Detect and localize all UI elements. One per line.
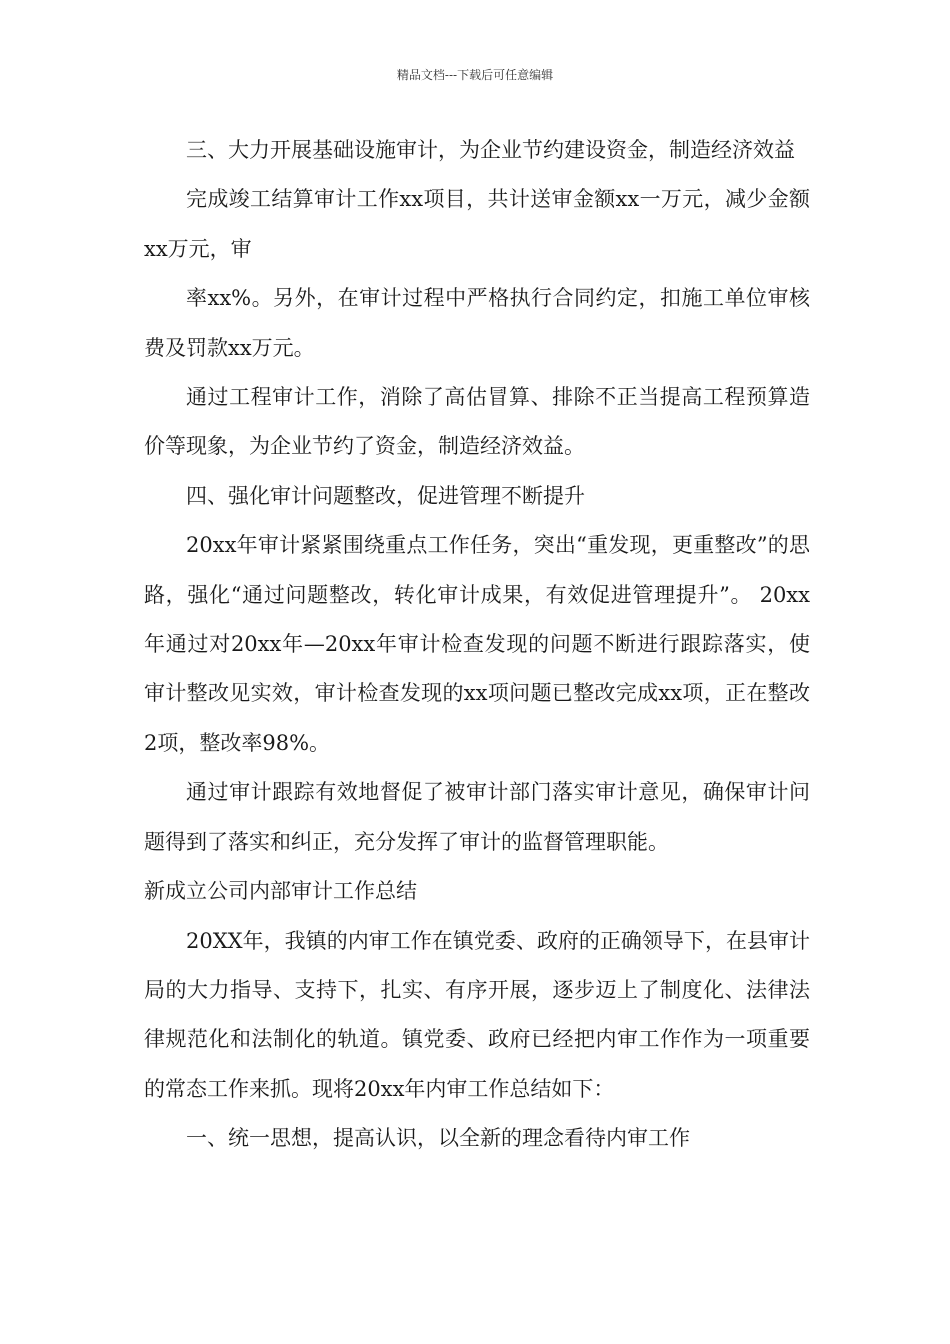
paragraph: 20xx年审计紧紧围绕重点工作任务，突出“重发现，更重整改”的思路，强化“通过问题整改，转化审计成果，有效促进管理提升”。 20xx年通过对20xx年—20xx年审计检查发现的问题不断进行跟踪落实，使审计整改见实效，审计检查发现的xx项问题已整改完成xx项，正在整改2项，整改率98%。 <box>144 533 810 755</box>
paragraph: 完成竣工结算审计工作xx项目，共计送审金额xx一万元，减少金额xx万元，审 <box>144 187 810 261</box>
paragraph: 通过审计跟踪有效地督促了被审计部门落实审计意见，确保审计问题得到了落实和纠正，充分发挥了审计的监督管理职能。 <box>144 780 810 854</box>
paragraph: 通过工程审计工作，消除了高估冒算、排除不正当提高工程预算造价等现象，为企业节约了资金，制造经济效益。 <box>144 385 810 459</box>
page-header: 精品文档---下载后可任意编辑 <box>396 68 554 82</box>
section-heading-3: 三、大力开展基础设施审计，为企业节约建设资金，制造经济效益 <box>186 138 795 162</box>
paragraph: 率xx%。另外，在审计过程中严格执行合同约定，扣施工单位审核费及罚款xx万元。 <box>144 286 810 360</box>
section-heading-1: 一、统一思想，提高认识，以全新的理念看待内审工作 <box>186 1126 690 1151</box>
paragraph: 20XX年，我镇的内审工作在镇党委、政府的正确领导下，在县审计局的大力指导、支持下，扎实、有序开展，逐步迈上了制度化、法律法律规范化和法制化的轨道。镇党委、政府已经把内审工作作为一项重要的常态工作来抓。现将20xx年内审工作总结如下： <box>144 928 810 1101</box>
document-body <box>144 126 810 1164</box>
document-title: 新成立公司内部审计工作总结 <box>144 879 417 904</box>
section-heading-4: 四、强化审计问题整改，促进管理不断提升 <box>186 483 585 508</box>
